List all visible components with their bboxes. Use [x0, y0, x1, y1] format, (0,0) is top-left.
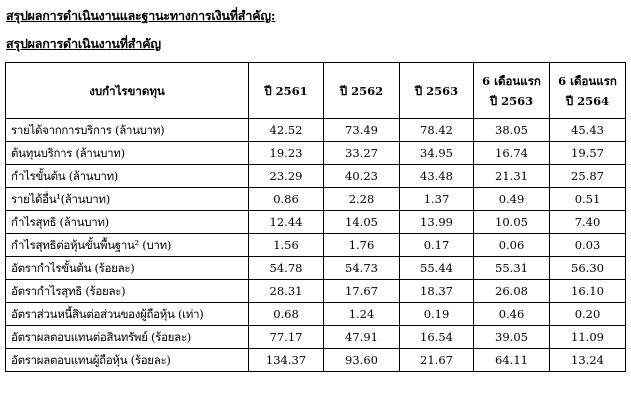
cell-value: 0.86 — [249, 188, 324, 211]
cell-value: 42.52 — [249, 119, 324, 142]
cell-value: 10.05 — [474, 211, 550, 234]
cell-value: 13.99 — [400, 211, 474, 234]
section-subheading: สรุปผลการดำเนินงานที่สำคัญ — [6, 36, 161, 51]
cell-value: 21.31 — [474, 165, 550, 188]
table-row — [6, 165, 626, 188]
cell-value: 56.30 — [550, 257, 626, 280]
cell-value: 26.08 — [474, 280, 550, 303]
row-label: ต้นทุนบริการ (ล้านบาท) — [6, 142, 249, 165]
cell-value: 16.54 — [400, 326, 474, 349]
table-row — [6, 188, 626, 211]
cell-value: 7.40 — [550, 211, 626, 234]
cell-value: 55.31 — [474, 257, 550, 280]
cell-value: 47.91 — [324, 326, 400, 349]
header-6m-2563-line2: ปี 2563 — [489, 93, 534, 108]
cell-value: 0.06 — [474, 234, 550, 257]
row-label: กำไรสุทธิ (ล้านบาท) — [6, 211, 249, 234]
cell-value: 93.60 — [324, 349, 400, 372]
cell-value: 16.74 — [474, 142, 550, 165]
row-label: อัตราผลตอบแทนต่อสินทรัพย์ (ร้อยละ) — [6, 326, 249, 349]
table-row — [6, 142, 626, 165]
cell-value: 16.10 — [550, 280, 626, 303]
cell-value: 13.24 — [550, 349, 626, 372]
table-row — [6, 326, 626, 349]
table-row — [6, 211, 626, 234]
header-item: งบกำไรขาดทุน — [6, 63, 249, 119]
table-row — [6, 280, 626, 303]
section-heading: สรุปผลการดำเนินงานและฐานะทางการเงินที่สำคัญ: — [6, 8, 276, 23]
cell-value: 77.17 — [249, 326, 324, 349]
header-year-2563: ปี 2563 — [400, 63, 474, 119]
cell-value: 43.48 — [400, 165, 474, 188]
cell-value: 134.37 — [249, 349, 324, 372]
cell-value: 0.68 — [249, 303, 324, 326]
cell-value: 2.28 — [324, 188, 400, 211]
cell-value: 1.24 — [324, 303, 400, 326]
cell-value: 54.78 — [249, 257, 324, 280]
row-label: รายได้จากการบริการ (ล้านบาท) — [6, 119, 249, 142]
cell-value: 55.44 — [400, 257, 474, 280]
cell-value: 18.37 — [400, 280, 474, 303]
table-row — [6, 349, 626, 372]
cell-value: 14.05 — [324, 211, 400, 234]
cell-value: 12.44 — [249, 211, 324, 234]
cell-value: 0.46 — [474, 303, 550, 326]
cell-value: 39.05 — [474, 326, 550, 349]
cell-value: 33.27 — [324, 142, 400, 165]
row-label: อัตราผลตอบแทนผู้ถือหุ้น (ร้อยละ) — [6, 349, 249, 372]
income-statement-table — [5, 62, 626, 372]
cell-value: 40.23 — [324, 165, 400, 188]
cell-value: 19.23 — [249, 142, 324, 165]
cell-value: 0.51 — [550, 188, 626, 211]
cell-value: 0.49 — [474, 188, 550, 211]
table-row — [6, 303, 626, 326]
cell-value: 54.73 — [324, 257, 400, 280]
cell-value: 78.42 — [400, 119, 474, 142]
cell-value: 21.67 — [400, 349, 474, 372]
cell-value: 0.20 — [550, 303, 626, 326]
cell-value: 0.19 — [400, 303, 474, 326]
header-year-2562: ปี 2562 — [324, 63, 400, 119]
cell-value: 73.49 — [324, 119, 400, 142]
row-label: อัตรากำไรสุทธิ (ร้อยละ) — [6, 280, 249, 303]
table-header-row — [6, 63, 626, 119]
header-year-2561: ปี 2561 — [249, 63, 324, 119]
row-label: กำไรขั้นต้น (ล้านบาท) — [6, 165, 249, 188]
header-6m-2563-line1: 6 เดือนแรก — [482, 73, 541, 88]
row-label: อัตรากำไรขั้นต้น (ร้อยละ) — [6, 257, 249, 280]
cell-value: 1.56 — [249, 234, 324, 257]
header-6m-2564 — [550, 63, 626, 119]
table-row — [6, 234, 626, 257]
cell-value: 1.37 — [400, 188, 474, 211]
table-row — [6, 257, 626, 280]
header-6m-2564-line1: 6 เดือนแรก — [558, 73, 617, 88]
table-row — [6, 119, 626, 142]
cell-value: 0.17 — [400, 234, 474, 257]
cell-value: 0.03 — [550, 234, 626, 257]
cell-value: 17.67 — [324, 280, 400, 303]
cell-value: 25.87 — [550, 165, 626, 188]
header-6m-2564-line2: ปี 2564 — [565, 93, 610, 108]
cell-value: 28.31 — [249, 280, 324, 303]
header-6m-2563 — [474, 63, 550, 119]
cell-value: 64.11 — [474, 349, 550, 372]
cell-value: 34.95 — [400, 142, 474, 165]
cell-value: 38.05 — [474, 119, 550, 142]
row-label: อัตราส่วนหนี้สินต่อส่วนของผู้ถือหุ้น (เท่า) — [6, 303, 249, 326]
cell-value: 1.76 — [324, 234, 400, 257]
cell-value: 19.57 — [550, 142, 626, 165]
cell-value: 11.09 — [550, 326, 626, 349]
row-label: รายได้อื่น¹(ล้านบาท) — [6, 188, 249, 211]
row-label: กำไรสุทธิต่อหุ้นขั้นพื้นฐาน² (บาท) — [6, 234, 249, 257]
cell-value: 45.43 — [550, 119, 626, 142]
cell-value: 23.29 — [249, 165, 324, 188]
